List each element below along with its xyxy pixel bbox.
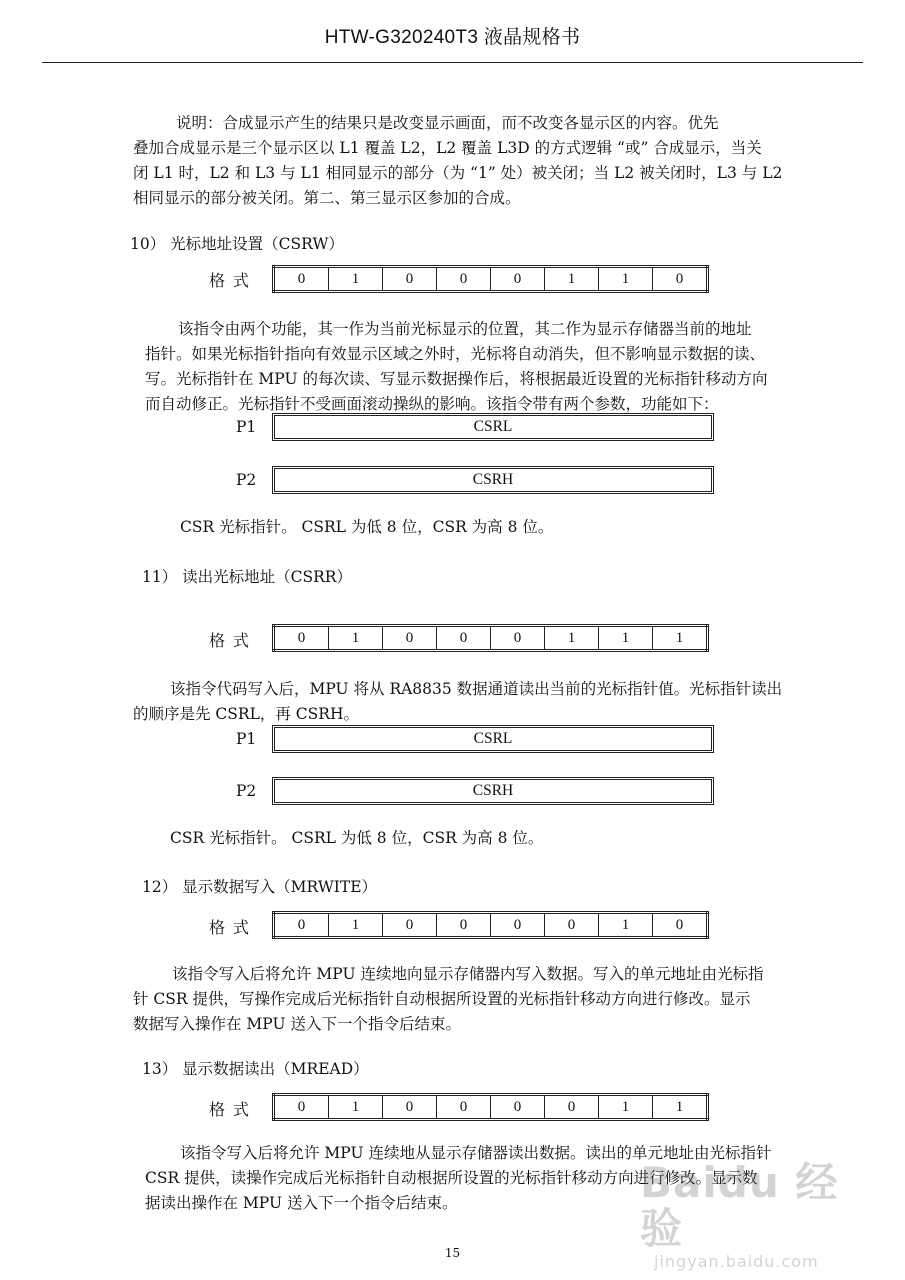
- bit-cell: 1: [329, 267, 383, 292]
- bit-cell: 0: [437, 267, 491, 292]
- bit-cell: 0: [491, 913, 545, 938]
- bit-cell: 1: [329, 626, 383, 651]
- bit-cell: 0: [545, 1095, 599, 1120]
- parameter-box: CSRL: [272, 413, 714, 441]
- bit-cell: 0: [491, 267, 545, 292]
- bit-cell: 0: [383, 267, 437, 292]
- page-number: 15: [444, 1246, 461, 1260]
- bit-cell: 0: [274, 626, 329, 651]
- description-line: 的顺序是先 CSRL，再 CSRH。: [133, 705, 359, 723]
- bit-cell: 0: [545, 913, 599, 938]
- parameter-box: CSRH: [272, 777, 714, 805]
- intro-line-3: 闭 L1 时，L2 和 L3 与 L1 相同显示的部分（为 “1” 处）被关闭；当 L2 被关闭时，L3 与 L2: [133, 164, 783, 182]
- parameter-label: P1: [236, 730, 257, 748]
- bit-cell: 1: [599, 1095, 653, 1120]
- description-line: 针 CSR 提供，写操作完成后光标指针自动根据所设置的光标指针移动方向进行修改。显示: [133, 990, 751, 1008]
- bit-cell: 0: [383, 913, 437, 938]
- bit-cell: 0: [491, 1095, 545, 1120]
- bit-cell: 1: [329, 913, 383, 938]
- intro-line-4: 相同显示的部分被关闭。第二、第三显示区参加的合成。: [133, 189, 521, 207]
- bit-cell: 0: [274, 1095, 329, 1120]
- description-line: 该指令代码写入后，MPU 将从 RA8835 数据通道读出当前的光标指针值。光标指针读出: [170, 680, 783, 698]
- instruction-bit-table: [272, 624, 709, 652]
- header-divider: [42, 62, 863, 63]
- parameter-label: P1: [236, 418, 257, 436]
- parameter-box: CSRL: [272, 725, 714, 753]
- section-heading: 12） 显示数据写入（MRWITE）: [142, 878, 378, 896]
- format-label: 格式: [209, 918, 258, 937]
- bit-cell: 0: [653, 913, 708, 938]
- baidu-watermark: [640, 1158, 880, 1271]
- description-line: 该指令由两个功能，其一作为当前光标显示的位置，其二作为显示存储器当前的地址: [178, 320, 752, 338]
- bit-cell: 0: [491, 626, 545, 651]
- intro-line-1: 说明：合成显示产生的结果只是改变显示画面，而不改变各显示区的内容。优先: [176, 114, 719, 132]
- bit-cell: 1: [653, 1095, 708, 1120]
- bit-cell: 1: [653, 626, 708, 651]
- format-label: 格式: [209, 1100, 258, 1119]
- parameter-note: CSR 光标指针。 CSRL 为低 8 位，CSR 为高 8 位。: [180, 518, 554, 536]
- description-line: 写。光标指针在 MPU 的每次读、写显示数据操作后，将根据最近设置的光标指针移动方向: [145, 370, 768, 388]
- bit-cell: 1: [599, 267, 653, 292]
- bit-cell: 1: [599, 913, 653, 938]
- bit-cell: 0: [274, 913, 329, 938]
- parameter-label: P2: [236, 782, 257, 800]
- section-heading: 11） 读出光标地址（CSRR）: [142, 568, 352, 586]
- section-heading: 10） 光标地址设置（CSRW）: [130, 235, 344, 253]
- parameter-label: P2: [236, 471, 257, 489]
- instruction-bit-table: [272, 1093, 709, 1121]
- bit-cell: 1: [545, 626, 599, 651]
- description-line: 数据写入操作在 MPU 送入下一个指令后结束。: [133, 1015, 461, 1033]
- description-line: 而自动修正。光标指针不受画面滚动操纵的影响。该指令带有两个参数，功能如下：: [145, 395, 719, 413]
- parameter-box: CSRH: [272, 466, 714, 494]
- bit-cell: 0: [437, 913, 491, 938]
- description-line: 指针。如果光标指针指向有效显示区域之外时，光标将自动消失，但不影响显示数据的读、: [145, 345, 766, 363]
- section-heading: 13） 显示数据读出（MREAD）: [142, 1060, 369, 1078]
- instruction-bit-table: [272, 911, 709, 939]
- bit-cell: 0: [437, 626, 491, 651]
- bit-cell: 1: [599, 626, 653, 651]
- description-line: 据读出操作在 MPU 送入下一个指令后结束。: [145, 1194, 458, 1212]
- description-line: CSR 提供，读操作完成后光标指针自动根据所设置的光标指针移动方向进行修改。显示数: [145, 1169, 758, 1187]
- bit-cell: 0: [274, 267, 329, 292]
- instruction-bit-table: [272, 265, 709, 293]
- bit-cell: 0: [653, 267, 708, 292]
- bit-cell: 0: [383, 1095, 437, 1120]
- bit-cell: 1: [545, 267, 599, 292]
- watermark-logo: Baidu 经验: [640, 1158, 839, 1253]
- bit-cell: 1: [329, 1095, 383, 1120]
- bit-cell: 0: [437, 1095, 491, 1120]
- description-line: 该指令写入后将允许 MPU 连续地从显示存储器读出数据。读出的单元地址由光标指针: [180, 1144, 772, 1162]
- watermark-url: jingyan.baidu.com: [654, 1252, 819, 1271]
- format-label: 格式: [209, 631, 258, 650]
- bit-cell: 0: [383, 626, 437, 651]
- parameter-note: CSR 光标指针。 CSRL 为低 8 位，CSR 为高 8 位。: [170, 829, 544, 847]
- format-label: 格式: [209, 271, 258, 290]
- description-line: 该指令写入后将允许 MPU 连续地向显示存储器内写入数据。写入的单元地址由光标指: [172, 965, 764, 983]
- intro-line-2: 叠加合成显示是三个显示区以 L1 覆盖 L2，L2 覆盖 L3D 的方式逻辑 “或” 合成显示，当关: [133, 139, 762, 157]
- document-title: HTW-G320240T3 液晶规格书: [324, 27, 581, 48]
